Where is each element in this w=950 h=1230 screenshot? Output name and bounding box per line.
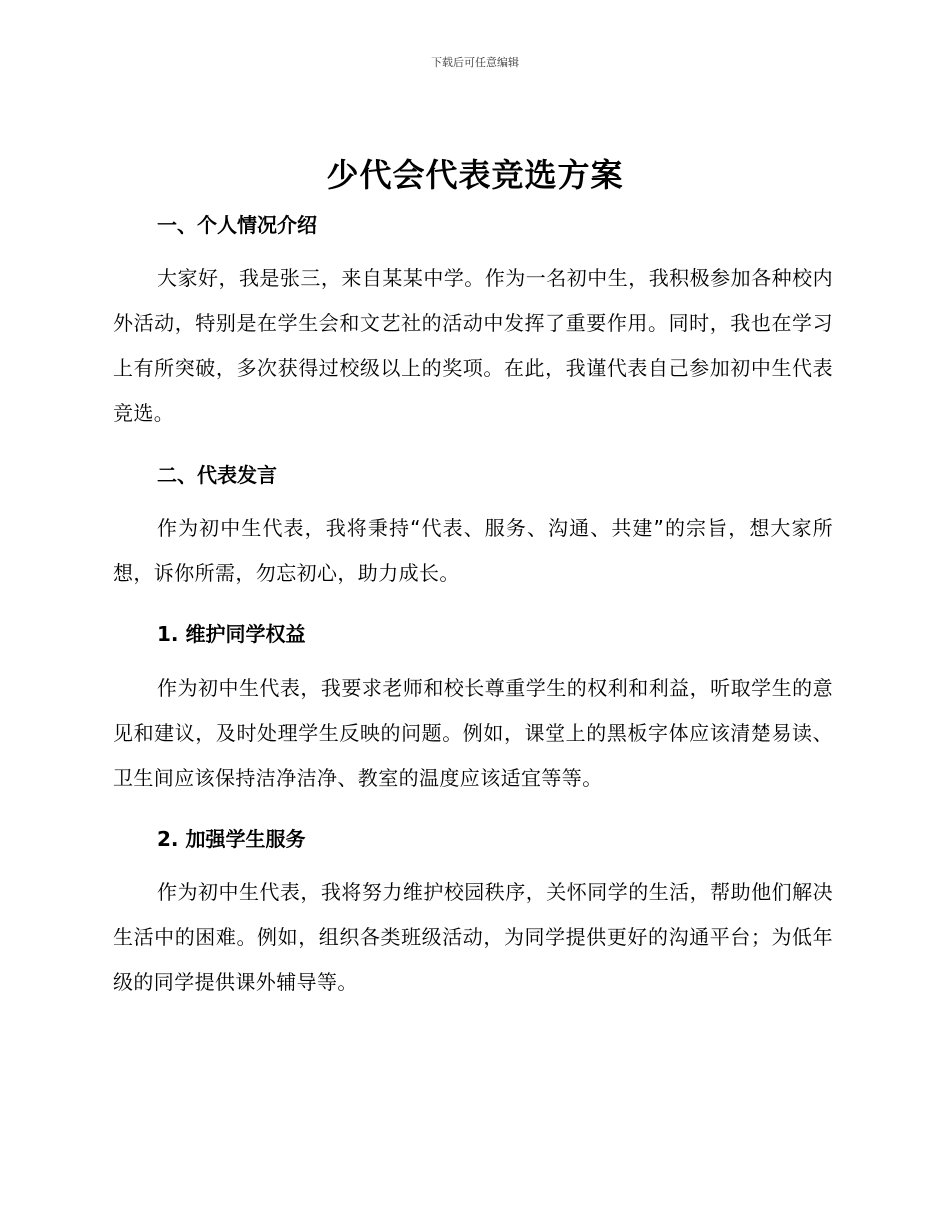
subsection-heading-service: 2. 加强学生服务 [157, 827, 306, 851]
section-heading-personal-intro: 一、个人情况介绍 [157, 213, 317, 237]
subsection-text-rights: 作为初中生代表，我要求老师和校长尊重学生的权利和利益，听取学生的意见和建议，及时处理学生反映的问题。例如，课堂上的黑板字体应该清楚易读、卫生间应该保持洁净洁净、教室的温度应该适宜等等。 [113, 676, 833, 790]
section-heading-speech: 二、代表发言 [157, 463, 277, 487]
section-text-personal-intro: 大家好，我是张三，来自某某中学。作为一名初中生，我积极参加各种校内外活动，特别是在学生会和文艺社的活动中发挥了重要作用。同时，我也在学习上有所突破，多次获得过校级以上的奖项。在此，我谨代表自己参加初中生代表竞选。 [113, 266, 833, 425]
section-text-speech: 作为初中生代表，我将秉持“代表、服务、沟通、共建”的宗旨，想大家所想，诉你所需，勿忘初心，助力成长。 [113, 516, 833, 585]
document-title: 少代会代表竞选方案 [326, 156, 624, 194]
page-header-note: 下载后可任意编辑 [431, 56, 519, 69]
subsection-heading-rights: 1. 维护同学权益 [157, 622, 306, 646]
subsection-text-service: 作为初中生代表，我将努力维护校园秩序，关怀同学的生活，帮助他们解决生活中的困难。例如，组织各类班级活动，为同学提供更好的沟通平台；为低年级的同学提供课外辅导等。 [113, 880, 833, 994]
